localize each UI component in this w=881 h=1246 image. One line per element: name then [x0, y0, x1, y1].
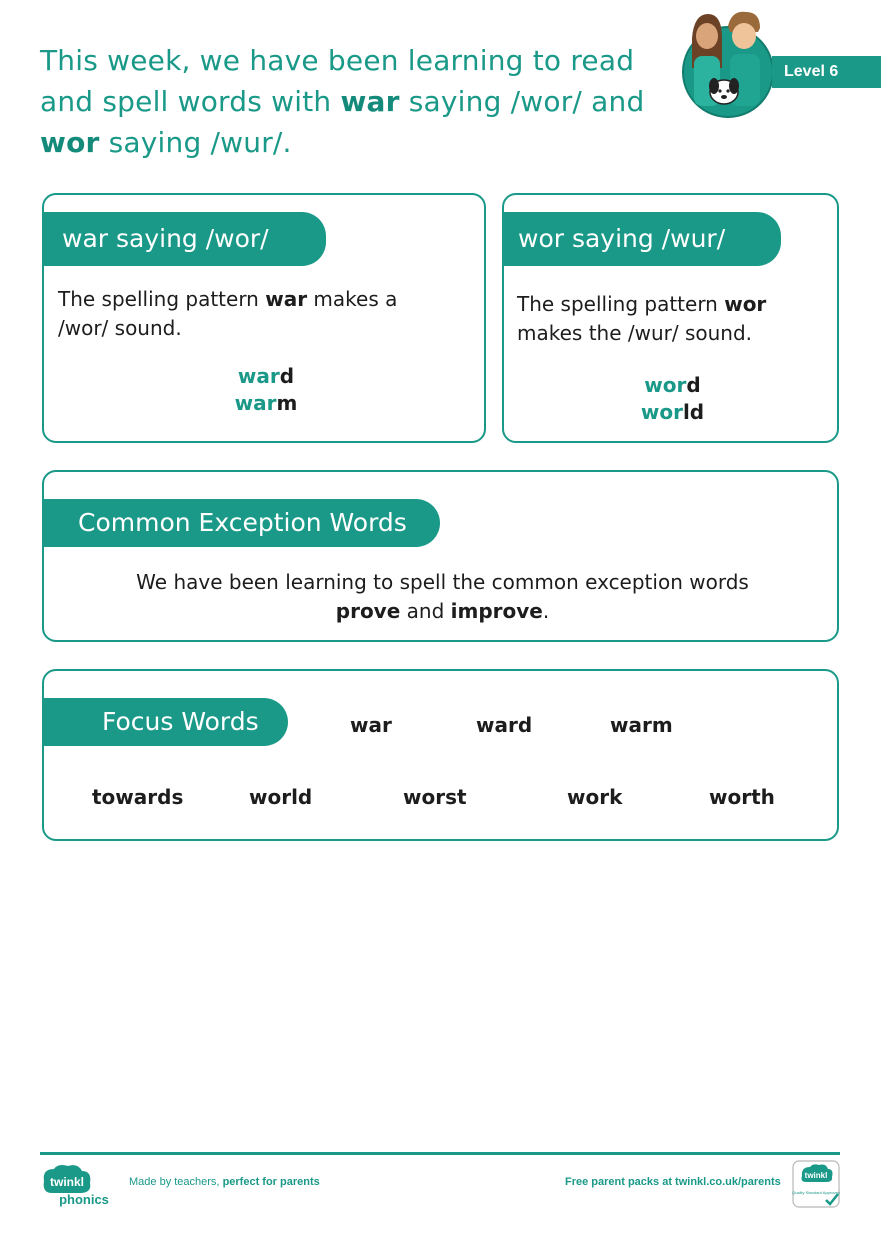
war-desc-line2: /wor/ sound.	[58, 316, 182, 340]
twinkl-phonics-logo-icon	[40, 1163, 116, 1207]
cew-and: and	[400, 599, 451, 623]
badge-text-bottom: Quality Standard Approved	[792, 1190, 840, 1195]
heading-war-pattern: war	[340, 85, 400, 118]
cew-word-improve: improve	[450, 599, 543, 623]
focus-words-panel	[42, 669, 839, 841]
word-ending: m	[276, 391, 298, 415]
cew-line1: We have been learning to spell the common exception words	[136, 570, 749, 594]
focus-word: towards	[92, 785, 184, 809]
war-pattern-panel	[42, 193, 486, 443]
wor-example-words	[504, 372, 841, 426]
focus-word: ward	[476, 713, 533, 737]
focus-word: war	[350, 713, 392, 737]
heading-line-1: This week, we have been learning to read	[40, 44, 635, 77]
example-word	[44, 363, 488, 390]
focus-word: work	[567, 785, 623, 809]
logo-text-bottom: phonics	[59, 1192, 109, 1207]
example-word	[504, 372, 841, 399]
wor-panel-description	[517, 290, 837, 348]
heading-line-2-text: and spell words with	[40, 85, 341, 118]
footer-tagline	[129, 1176, 320, 1188]
wor-desc-bold: wor	[724, 292, 767, 316]
page-heading	[40, 40, 660, 163]
wor-pattern-panel	[502, 193, 839, 443]
word-ending: d	[279, 364, 295, 388]
example-word	[44, 390, 488, 417]
word-ending: ld	[682, 400, 705, 424]
level-badge: Level 6	[772, 56, 881, 88]
wor-desc-pre: The spelling pattern	[517, 292, 725, 316]
cew-panel-text	[44, 568, 841, 626]
example-word	[504, 399, 841, 426]
wor-panel-title: wor saying /wur/	[502, 212, 781, 266]
word-pattern: war	[237, 364, 280, 388]
war-panel-description	[58, 285, 478, 343]
footer-tagline-bold: perfect for parents	[222, 1176, 320, 1188]
footer-tagline-pre: Made by teachers,	[129, 1176, 223, 1188]
war-desc-post: makes a	[307, 287, 398, 311]
logo-text-top: twinkl	[49, 1175, 85, 1189]
common-exception-panel	[42, 470, 839, 642]
wor-desc-line2: makes the /wur/ sound.	[517, 321, 753, 345]
word-pattern: wor	[644, 373, 687, 397]
war-example-words	[44, 363, 488, 417]
cew-word-prove: prove	[335, 599, 401, 623]
war-panel-title: war saying /wor/	[42, 212, 326, 266]
focus-word: worst	[403, 785, 467, 809]
heading-wor-pattern: wor	[40, 126, 100, 159]
children-avatar-icon	[680, 8, 776, 118]
badge-text-top: twinkl	[804, 1171, 828, 1180]
focus-word: worth	[709, 785, 775, 809]
quality-approved-badge-icon	[792, 1160, 840, 1208]
focus-word: warm	[610, 713, 673, 737]
heading-line-3-end: saying /wur/.	[99, 126, 292, 159]
war-desc-bold: war	[265, 287, 308, 311]
cew-panel-title: Common Exception Words	[42, 499, 440, 547]
word-ending: d	[686, 373, 701, 397]
word-pattern: wor	[640, 400, 683, 424]
cew-period: .	[542, 599, 550, 623]
footer-divider	[40, 1152, 840, 1155]
footer-parent-packs-link[interactable]: Free parent packs at twinkl.co.uk/parents	[565, 1176, 781, 1188]
word-pattern: war	[234, 391, 277, 415]
focus-word: world	[249, 785, 313, 809]
focus-panel-title: Focus Words	[42, 698, 288, 746]
war-desc-pre: The spelling pattern	[58, 287, 266, 311]
heading-line-2-end: saying /wor/ and	[399, 85, 645, 118]
